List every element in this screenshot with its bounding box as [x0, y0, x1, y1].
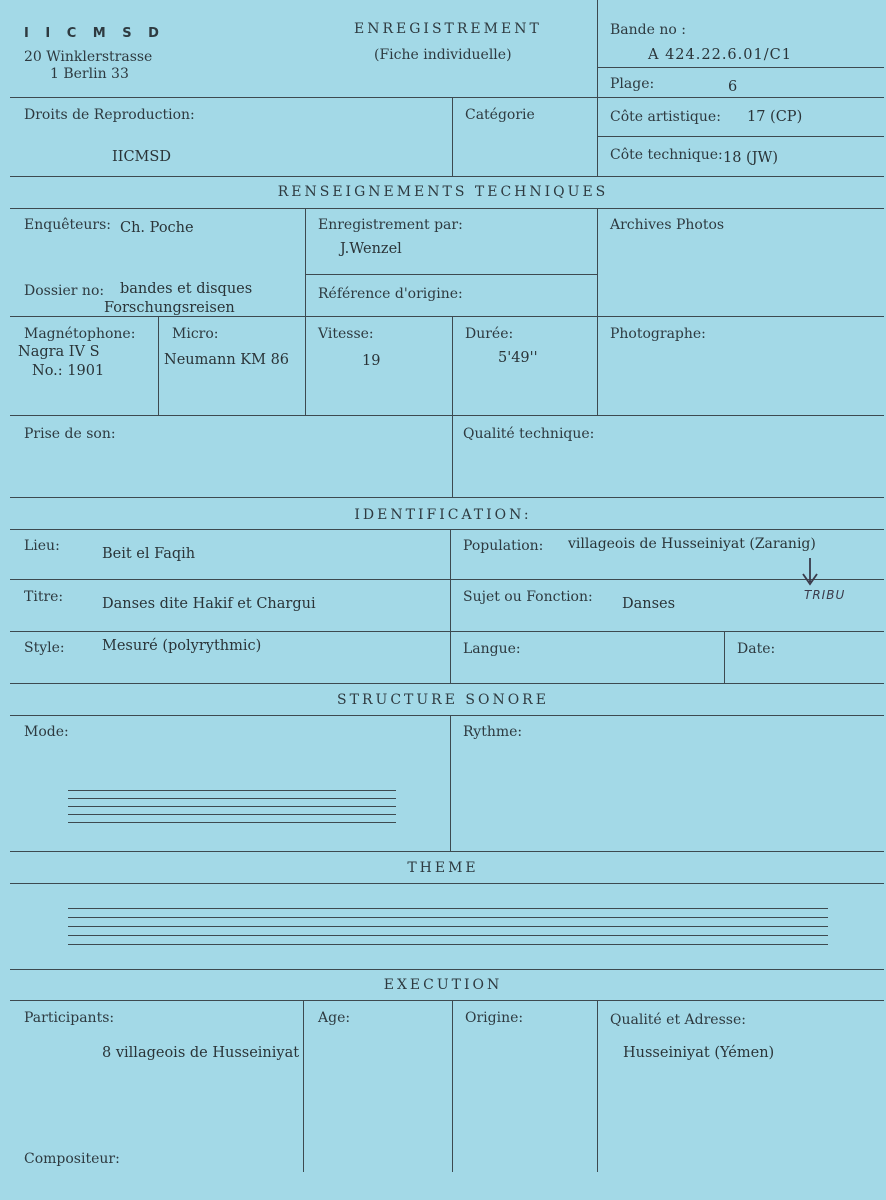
section-title-execution [0, 977, 886, 994]
section-title-text: EXECUTION [383, 977, 503, 993]
cote-artistique-label: Côte artistique: [610, 109, 721, 125]
section-title-text: THEME [407, 860, 479, 876]
qualite-adresse-label: Qualité et Adresse: [610, 1012, 746, 1028]
enqueteurs-label: Enquêteurs: [24, 217, 112, 233]
plage-label: Plage: [610, 76, 655, 92]
photographe-label: Photographe: [610, 326, 706, 342]
sujet-value: Danses [622, 596, 676, 612]
rule [10, 176, 884, 177]
droits-label: Droits de Reproduction: [24, 107, 195, 123]
rule [597, 1000, 598, 1172]
cote-technique-value: 18 (JW) [723, 150, 779, 166]
style-value: Mesuré (polyrythmic) [102, 638, 262, 654]
lieu-value: Beit el Faqih [102, 546, 196, 562]
magnetophone-value-2: No.: 1901 [32, 363, 105, 379]
section-title-structure [0, 692, 886, 709]
handwritten-arrow-icon [795, 556, 825, 590]
categorie-label: Catégorie [465, 107, 535, 123]
rule [10, 497, 884, 498]
rule [452, 316, 453, 415]
form-subtitle: (Fiche individuelle) [374, 47, 512, 63]
form-title: ENREGISTREMENT [354, 21, 542, 37]
compositeur-label: Compositeur: [24, 1151, 120, 1167]
duree-value: 5'49'' [498, 350, 538, 366]
droits-value: IICMSD [112, 149, 171, 165]
age-label: Age: [318, 1010, 351, 1026]
section-title-text: RENSEIGNEMENTS TECHNIQUES [277, 184, 609, 200]
duree-label: Durée: [465, 326, 514, 342]
rule [158, 316, 159, 415]
titre-label: Titre: [24, 589, 64, 605]
vitesse-value: 19 [362, 353, 381, 369]
archives-label: Archives Photos [610, 217, 725, 233]
plage-value: 6 [728, 79, 738, 95]
section-title-text: IDENTIFICATION: [354, 507, 532, 523]
rule [10, 579, 884, 580]
sujet-label: Sujet ou Fonction: [463, 589, 593, 605]
lieu-label: Lieu: [24, 538, 60, 554]
dossier-value-2: Forschungsreisen [104, 300, 235, 316]
rule [10, 415, 884, 416]
reference-label: Référence d'origine: [318, 286, 463, 302]
rule [303, 1000, 304, 1172]
dossier-value-1: bandes et disques [120, 281, 253, 297]
langue-label: Langue: [463, 641, 521, 657]
population-value: villageois de Husseiniyat (Zaranig) [568, 536, 816, 552]
rule [450, 529, 451, 683]
bande-label: Bande no : [610, 22, 686, 38]
rule [597, 136, 884, 137]
rule [597, 0, 598, 176]
rule [724, 631, 725, 683]
section-title-text: STRUCTURE SONORE [337, 692, 549, 708]
origine-label: Origine: [465, 1010, 524, 1026]
micro-value: Neumann KM 86 [164, 352, 290, 368]
dossier-label: Dossier no: [24, 283, 105, 299]
org-city: 1 Berlin 33 [50, 66, 129, 82]
rule [450, 715, 451, 851]
rule [10, 851, 884, 852]
section-title-technical [0, 184, 886, 201]
rule [10, 969, 884, 970]
rule [10, 208, 884, 209]
rule [10, 715, 884, 716]
org-name: I I C M S D [24, 26, 165, 41]
bande-value: A 424.22.6.01/C1 [648, 47, 792, 63]
qualite-technique-label: Qualité technique: [463, 426, 595, 442]
enqueteurs-value: Ch. Poche [120, 220, 194, 236]
titre-value: Danses dite Hakif et Chargui [102, 596, 316, 612]
rule [10, 883, 884, 884]
style-label: Style: [24, 640, 65, 656]
magnetophone-value-1: Nagra IV S [18, 344, 100, 360]
section-title-theme [0, 860, 886, 877]
rule [10, 631, 884, 632]
date-label: Date: [737, 641, 776, 657]
participants-value: 8 villageois de Husseiniyat [102, 1045, 300, 1061]
org-street: 20 Winklerstrasse [24, 49, 153, 65]
enregistrement-par-label: Enregistrement par: [318, 217, 463, 233]
rythme-label: Rythme: [463, 724, 523, 740]
mode-label: Mode: [24, 724, 69, 740]
rule [452, 97, 453, 176]
rule [305, 274, 597, 275]
micro-label: Micro: [172, 326, 219, 342]
rule [452, 1000, 453, 1172]
rule [10, 1000, 884, 1001]
magnetophone-label: Magnétophone: [24, 326, 136, 342]
enregistrement-par-value: J.Wenzel [340, 241, 402, 257]
rule [10, 97, 884, 98]
handwritten-annotation: TRIBU [804, 588, 846, 602]
participants-label: Participants: [24, 1010, 115, 1026]
rule [452, 415, 453, 497]
cote-technique-label: Côte technique: [610, 147, 723, 163]
rule [597, 208, 598, 415]
qualite-adresse-value: Husseiniyat (Yémen) [623, 1045, 775, 1061]
section-title-identification [0, 507, 886, 524]
population-label: Population: [463, 538, 544, 554]
vitesse-label: Vitesse: [318, 326, 374, 342]
rule [10, 683, 884, 684]
rule [10, 529, 884, 530]
cote-artistique-value: 17 (CP) [747, 109, 803, 125]
prise-label: Prise de son: [24, 426, 116, 442]
rule [305, 208, 306, 415]
rule [597, 67, 884, 68]
